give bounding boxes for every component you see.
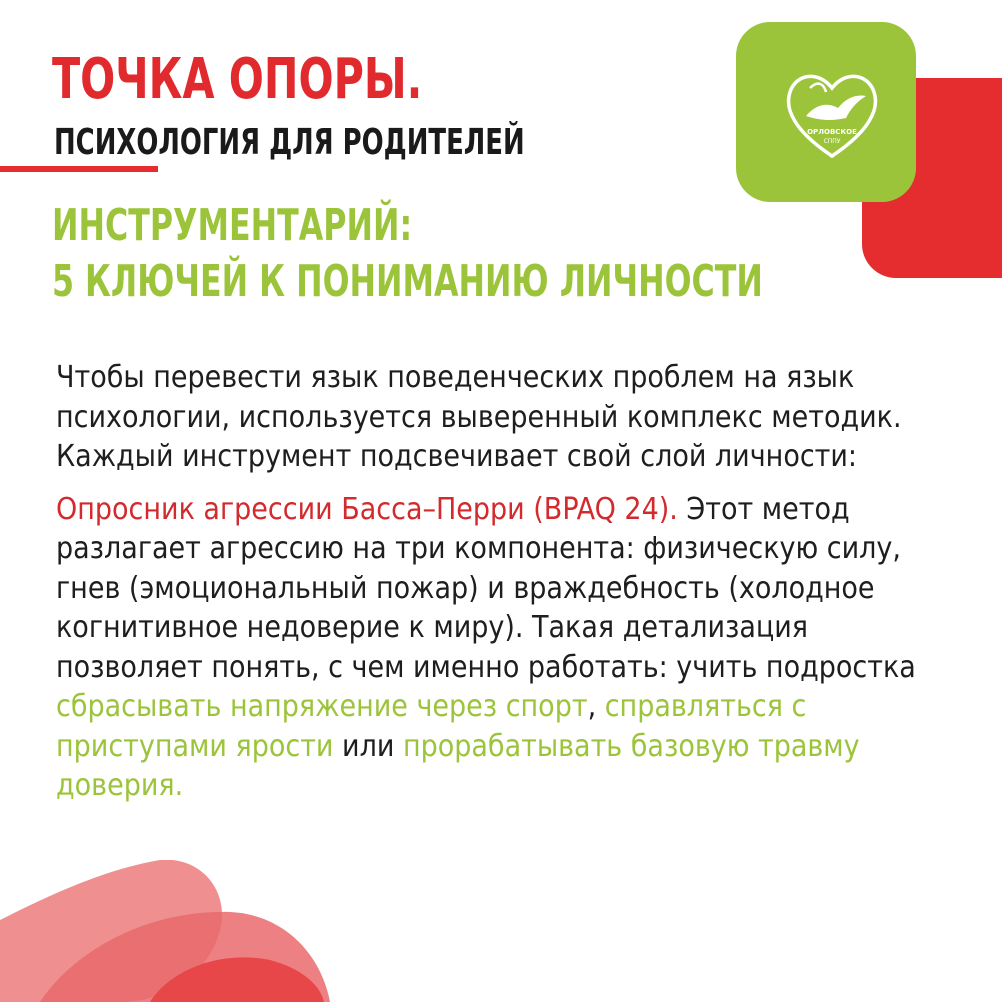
highlight-rage: справляться с приступами ярости xyxy=(56,689,807,764)
highlight-trust: прорабатывать базовую травму доверия. xyxy=(56,728,860,803)
section-heading-line2: 5 КЛЮЧЕЙ К ПОНИМАНИЮ ЛИЧНОСТИ xyxy=(52,256,763,307)
bottom-decor-shapes xyxy=(0,860,330,1002)
separator-1: , xyxy=(587,689,605,724)
brand-title: ТОЧКА ОПОРЫ. xyxy=(52,47,423,112)
header-underline xyxy=(0,166,158,172)
brand-subtitle: ПСИХОЛОГИЯ ДЛЯ РОДИТЕЛЕЙ xyxy=(54,122,525,163)
section-heading-line1: ИНСТРУМЕНТАРИЙ: xyxy=(52,200,413,251)
section-heading xyxy=(52,198,763,310)
separator-2: или xyxy=(333,728,403,764)
logo-text-line2: СППУ xyxy=(823,138,841,145)
intro-paragraph: Чтобы перевести язык поведенческих проблем на язык психологии, используется выверенный комплекс методик. Каждый инструмент подсвечивает свой слой личности: xyxy=(56,360,902,474)
bird-heart-logo-icon xyxy=(776,58,888,170)
method-name: Опросник агрессии Басса–Перри (BPAQ 24). xyxy=(56,491,678,527)
body-text xyxy=(56,358,956,806)
logo-text-line1: ОРЛОВСКОЕ xyxy=(807,128,857,136)
method-paragraph xyxy=(56,490,956,806)
method-description: Этот метод разлагает агрессию на три компонента: физическую силу, гнев (эмоциональный пожар) и враждебность (холодное когнитивное недоверие к миру). Такая детализация позволяет понять, с чем именно работать: учить подростка xyxy=(56,491,916,685)
highlight-sport: сбрасывать напряжение через спорт xyxy=(56,689,588,724)
